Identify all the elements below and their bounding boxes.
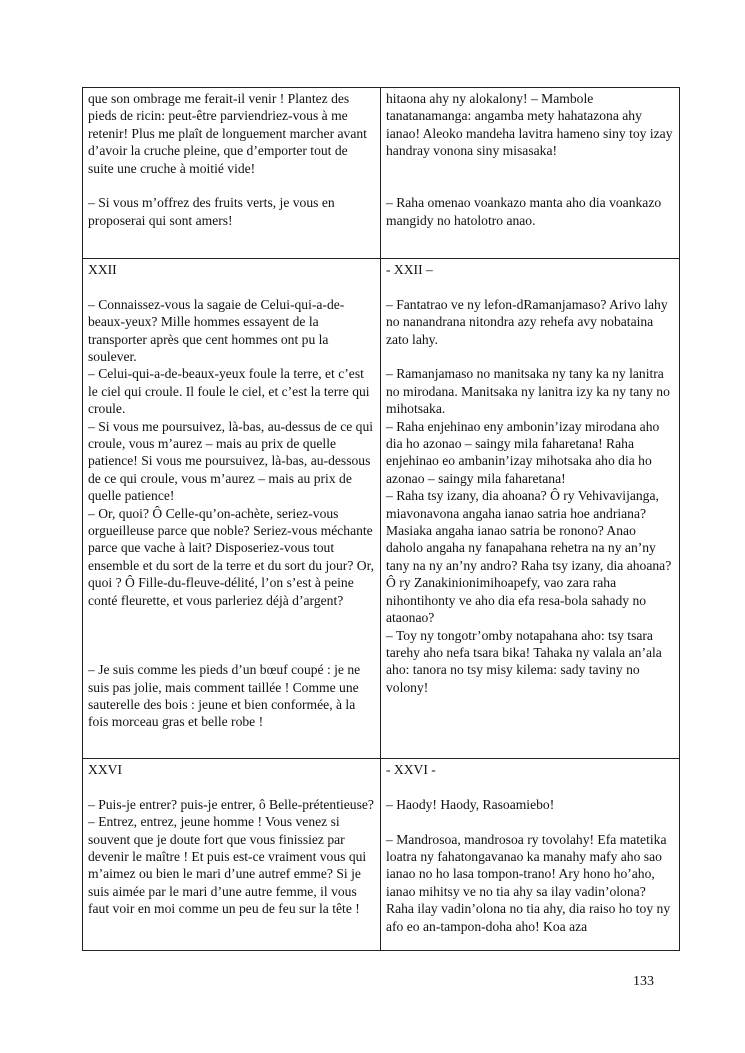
malagasy-paragraph: – Fantatrao ve ny lefon-dRamanjamaso? Arivo lahy no nanandrana nitondra azy rehefa avy nobataina zato lahy. <box>386 296 668 347</box>
french-paragraph: – Connaissez-vous la sagaie de Celui-qui-a-de-beaux-yeux? Mille hommes essayent de la transporter après que cent hommes ont pu la soulever. <box>88 296 345 365</box>
french-paragraph: – Je suis comme les pieds d’un bœuf coupé : je ne suis pas jolie, mais comment taillée ! Comme une sauterelle des bois : jeune et bien conformée, à la fois morceau gras et belle robe ! <box>88 662 361 730</box>
malagasy-paragraph: – Raha omenao voankazo manta aho dia voankazo mangidy no hatolotro anao. <box>386 195 662 228</box>
french-paragraph: – Entrez, entrez, jeune homme ! Vous venez si souvent que je doute fort que vous finissiez par devenir le maître ! Et puis est-ce vraiment vous qui m’aimez ou bien le mari d’une autref emme? Si je suis aimée par le mari d’une autre femme, il vous faut voir en moi comme un peu de feu sur la tête ! <box>88 814 367 917</box>
malagasy-paragraph: – Raha enjehinao eny ambonin’izay mirodana aho dia ho azonao – saingy mila faharetana! Raha enjehinao eo ambanin’izay mihotsaka aho dia ho azonao – saingy mila faharetana! <box>386 418 660 486</box>
french-paragraph: – Puis-je entrer? puis-je entrer, ô Belle-prétentieuse? <box>88 796 374 812</box>
page-number: 133 <box>633 974 654 989</box>
malagasy-paragraph: hitaona ahy ny alokalony! – Mambole tanatanamanga: angamba mety hahatazona ahy ianao! Aleoko mandeha lavitra hameno siny toy izay handray vonona siny misasaka! <box>386 91 673 159</box>
malagasy-cell <box>381 88 680 259</box>
malagasy-paragraph: – Ramanjamaso no manitsaka ny tany ka ny lanitra no mirodana. Manitsaka ny lanitra izy ka ny tany no mihotsaka. <box>386 366 670 417</box>
french-paragraph: que son ombrage me ferait-il venir ! Plantez des pieds de ricin: peut-être parviendriez-vous à me retenir! Plus me plaît de longuement marcher avant d’avoir la cruche pleine, que d’emporter tout de suite une cruche à moitié vide! <box>88 91 367 176</box>
bilingual-poem-table <box>82 87 680 951</box>
malagasy-cell <box>381 259 680 759</box>
french-paragraph: – Celui-qui-a-de-beaux-yeux foule la terre, et c’est le ciel qui croule. Il foule le ciel, et c’est la terre qui croule. <box>88 366 370 417</box>
table-row <box>83 759 680 951</box>
section-heading: XXVI <box>88 762 122 777</box>
french-cell <box>83 259 381 759</box>
malagasy-paragraph: – Raha tsy izany, dia ahoana? Ô ry Vehivavijanga, miavonavona angaha ianao satria hoe andriana? Masiaka angaha ianao satria be ronono? Anao daholo angaha ny fanapahana rehetra na ny an’ny tany na ny an’ny andro? Raha tsy izany, dia ahoana? Ô ry Zanakinionimihoapefy, vao zara raha nihontihonty ve aho dia efa resa-bola sahady no ataonao? <box>386 488 672 626</box>
french-paragraph: – Or, quoi? Ô Celle-qu’on-achète, seriez-vous orgueilleuse parce que noble? Seriez-vous méchante parce que vache à lait? Disposeriez-vous tout ensemble et du sort de la terre et du sort du jour? Or, quoi ? Ô Fille-du-fleuve-délité, l’on s’est à peine conté fleurette, et vous parleriez déjà d’argent? <box>88 505 374 608</box>
section-heading: - XXII – <box>386 262 433 277</box>
table-row <box>83 259 680 759</box>
french-paragraph: – Si vous me poursuivez, là-bas, au-dessus de ce qui croule, vous m’aurez – mais au prix de quelle patience! Si vous me poursuivez, là-bas, au-dessous de ce qui croule, vous m’aurez – mais au prix de quelle patience! <box>88 418 374 504</box>
malagasy-paragraph: – Mandrosoa, mandrosoa ry tovolahy! Efa matetika loatra ny fahatongavanao ka manahy mafy aho sao ianao no ho lasa tompon-trano! Ary hono ho’aho, ianao mihitsy ve no tia ahy sa ilay vadin’olona? Raha ilay vadin’olona no tia ahy, dia raiso ho toy ny afo eo an-tampon-doha aho! Koa aza <box>386 831 671 934</box>
french-cell <box>83 759 381 951</box>
section-heading: - XXVI - <box>386 762 436 777</box>
malagasy-cell <box>381 759 680 951</box>
section-heading: XXII <box>88 262 117 277</box>
french-paragraph: – Si vous m’offrez des fruits verts, je vous en proposerai qui sont amers! <box>88 195 335 228</box>
malagasy-paragraph: – Toy ny tongotr’omby notapahana aho: tsy tsara tarehy aho nefa tsara bika! Tahaka ny valala an’ala aho: tanora no tsy misy kilema: sady taviny no volony! <box>386 627 662 695</box>
french-cell <box>83 88 381 259</box>
malagasy-paragraph: – Haody! Haody, Rasoamiebo! <box>386 796 555 812</box>
table-row <box>83 88 680 259</box>
